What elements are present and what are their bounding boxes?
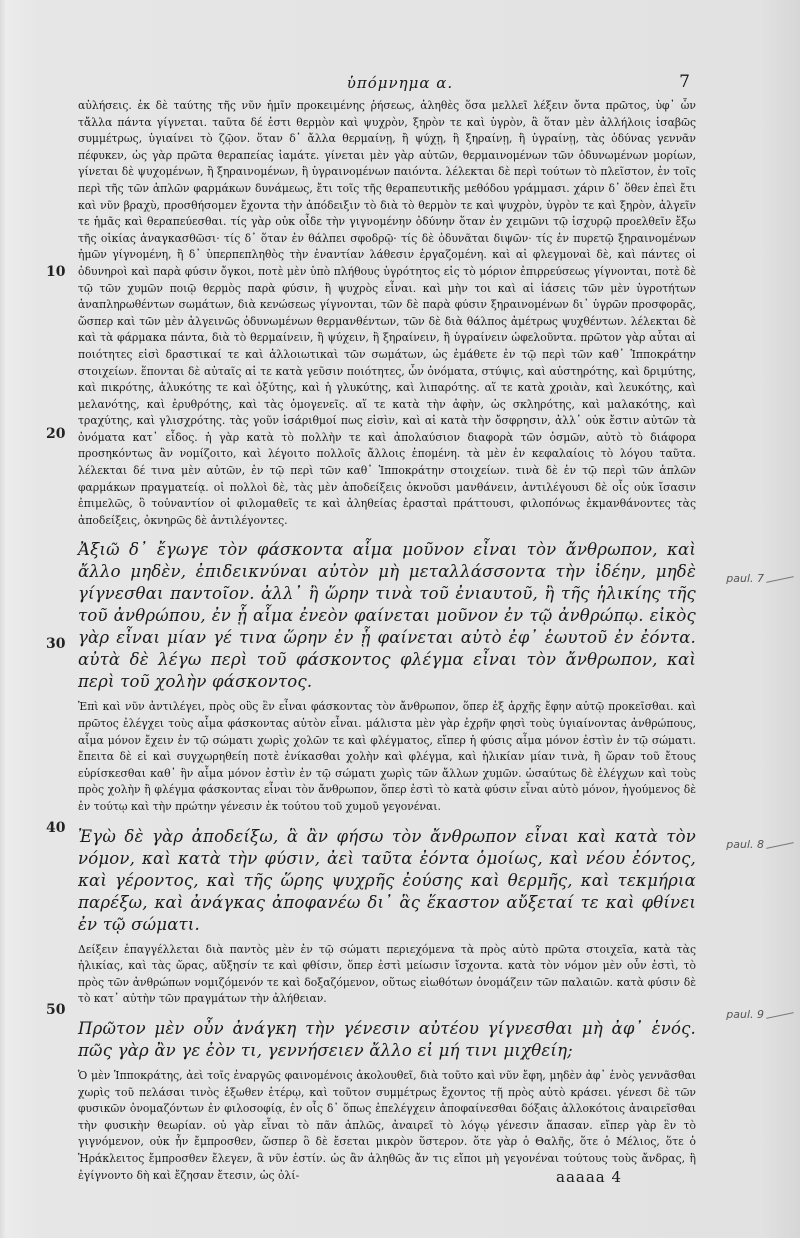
margin-note: paul. 7 <box>726 572 764 585</box>
commentary-paragraph: Ἐπὶ καὶ νῦν ἀντιλέγει, πρὸς οὓς ἓν εἶναι φάσκοντας τὸν ἄνθρωπον, ὅπερ ἐξ ἀρχῆς ἔφην αὐτῷ προκεῖσθαι. καὶ πρῶτος ἐλέγχει τοὺς αἷμα φάσκοντας αὐτὸν εἶναι. μάλιστα μὲν γὰρ ἐχρῆν φησὶ τοὺς ὑγιαίνοντας ἀνθρώπους, αἷμα μόνον ἔχειν ἐν τῷ σώματι χωρὶς χολῶν τε καὶ φλέγματος, εἴπερ ἡ φύσις αἷμα μόνον ἐστὶν ἐν τῷ σώματι. ἔπειτα δὲ εἰ καὶ συγχωρηθείη ποτὲ ἐνίκασθαι χολὴν καὶ φλέγμα, καὶ ἡλικίαν μίαν τινὰ, ἢ ὥραν τοῦ ἔτους εὑρίσκεσθαι καθ᾽ ἣν αἷμα μόνον ἐστὶν ἐν τῷ σώματι χωρὶς τῶν ἄλλων χυμῶν. ὡσαύτως δὲ ἐλέγχων καὶ τοὺς πρὸς χολὴν ἢ φλέγμα φάσκοντας εἶναι τὸν ἄνθρωπον, ὅπερ ἐστὶ τὸ κατὰ φύσιν εἶναι αὐτὸ μόνον, ἡγούμενος δὲ ἐν τούτῳ καὶ τὴν πρώτην γένεσιν ἐκ τούτου τοῦ χυμοῦ γεγονέναι. <box>78 700 696 813</box>
margin-note: paul. 9 <box>726 1008 764 1021</box>
margin-note: paul. 8 <box>726 838 764 851</box>
hippocrates-text: Πρῶτον μὲν οὖν ἀνάγκη τὴν γένεσιν αὐτέου γίγνεσθαι μὴ ἀφ᾽ ἑνός. πῶς γὰρ ἂν γε ἐὸν τι, γεννήσειεν ἄλλο εἰ μή τινι μιχθείη; <box>78 1018 696 1060</box>
page-header <box>0 74 800 98</box>
hippocrates-text: Ἐγὼ δὲ γὰρ ἀποδείξω, ἃ ἂν φήσω τὸν ἄνθρωπον εἶναι καὶ κατὰ τὸν νόμον, καὶ κατὰ τὴν φύσιν, ἀεὶ ταῦτα ἐόντα ὁμοίως, καὶ νέου ἐόντος, καὶ γέροντος, καὶ τῆς ὥρης ψυχρῆς ἐούσης καὶ θερμῆς, καὶ τεκμήρια παρέξω, καὶ ἀνάγκας ἀποφανέω δι᾽ ἃς ἕκαστον αὔξεταί τε καὶ φθίνει ἐν τῷ σώματι. <box>78 826 696 934</box>
margin-notes <box>690 0 800 1238</box>
signature-mark: aaaaa 4 <box>556 1168 623 1186</box>
running-head: ὑπόμνημα α. <box>346 74 454 92</box>
commentary-paragraph: Δείξειν ἐπαγγέλλεται διὰ παντὸς μὲν ἐν τῷ σώματι περιεχόμενα τὰ πρὸς αὐτὸ πρῶτα στοιχεῖα, κατὰ τὰς ἡλικίας, καὶ τὰς ὥρας, αὔξησίν τε καὶ φθίσιν, ὅπερ ἐστὶ μείωσιν ἴσχοντα. κατὰ τὸν νόμον μὲν οὖν ἐστὶ, τὸ πρὸς τῶν ἀνθρώπων νομιζόμενόν τε καὶ δοξαζόμενον, οὕτως εἰωθότων ὀνομάζειν τῶν παλαιῶν. κατὰ φύσιν δὲ τὸ κατ᾽ αὐτὴν τῶν πραγμάτων τὴν ἀλήθειαν. <box>78 942 696 1006</box>
line-number: 50 <box>46 1002 66 1018</box>
line-number: 20 <box>46 426 66 442</box>
page-number: 7 <box>679 72 690 92</box>
line-number-column <box>0 0 70 1238</box>
line-number: 30 <box>46 636 66 652</box>
commentary-paragraph: αὐλήσεις. ἐκ δὲ ταύτης τῆς νῦν ἡμῖν προκειμένης ῥήσεως, ἀληθὲς ὅσα μελλεῖ λέξειν ὄντα πρῶτος, ὑφ᾽ ὧν τἄλλα πάντα γίγνεται. ταῦτα δέ ἐστι θερμὸν καὶ ψυχρὸν, ξηρὸν τε καὶ ὑγρὸν, ἃ ὅταν μὲν ἀλλήλοις ἰσαβῶς συμμέτρως, ὑγιαίνει τὸ ζῷον. ὅταν δ᾽ ἄλλα θερμαίνῃ, ἢ ψύχῃ, ἢ ξηραίνῃ, ἢ ὑγραίνῃ, τὰς ὀδύνας γεννᾶν πέφυκεν, ὡς γὰρ πρῶτα θεραπείας ἰαμάτε. γίνεται μὲν γὰρ αὐτῶν, θερμαινομένων τῶν ὀδυνωμένων μορίων, γίνεται δὲ ψυχομένων, ἢ ξηραινομένων, ἢ ὑγραινομένων παιόντα. λέλεκται δὲ περὶ τούτων τὸ πλεῖστον, ἐν τοῖς περὶ τῆς τῶν ἁπλῶν φαρμάκων δυνάμεως, ἔτι τοῖς τῆς θεραπευτικῆς μεθόδου γράμμασι. χάριν δ᾽ ὅθεν ἐπεὶ ἔτι καὶ νῦν βραχὺ, προσθήσομεν ἔχοντα τὴν ἀπόδειξιν τὸ διὰ τὸ θερμὸν τε καὶ ψυχρὸν, ὑγρὸν τε καὶ ξηρὸν, ἀλγεῖν τε ἡμᾶς καὶ θεραπεύεσθαι. τίς γὰρ οὐκ οἶδε τὴν γιγνομένην ὀδύνην ὅταν ἐν χειμῶνι τῷ ἰσχυρῷ προελθεῖν ἔξω τῆς οἰκίας ἀναγκασθῶσι· τίς δ᾽ ὅταν ἐν θάλπει σφοδρῷ· τίς δὲ ὀδυνᾶται διψῶν· τίς ἐν πυρετῷ ξηραινομένων ἡμῶν γίγνομένη, ἢ δ᾽ ὑπερπεπληθὸς τὴν ἐναντίαν λάθεσιν ἐργαζομένη. καὶ αἱ φλεγμοναὶ δὲ, καὶ πάντες οἱ ὀδυνηροὶ καὶ παρὰ φύσιν ὄγκοι, ποτὲ μὲν ὑπὸ πλήθους ὑγρότητος εἰς τὸ μόριον ἐπιρρεύσεως γίγνονται, ποτὲ δὲ τῷ τῶν χυμῶν ποιῷ θερμὸς παρὰ φύσιν, ἢ ψυχρὸς εἶναι. καὶ μὴν τοι καὶ αἱ ἰάσεις τῶν μὲν ὑγροτήτων ἀναπληρωθέντων σωμάτων, διὰ κενώσεως γίγνονται, τῶν δὲ παρὰ φύσιν ξηραινομένων δι᾽ ὑγρῶν προσφορᾶς, ὥσπερ καὶ τῶν μὲν ἀλγεινῶς ὀδυνωμένων θερμανθέντων, τῶν δὲ διὰ θάλπος ἀμέτρως ψυχθέντων. λέλεκται δὲ καὶ τὰ φάρμακα πάντα, διὰ τὸ θερμαίνειν, ἢ ψύχειν, ἢ ξηραίνειν, ἢ ὑγραίνειν ὠφελοῦντα. πρῶτον γὰρ αὗται αἱ ποιότητες εἰσὶ δραστικαί τε καὶ ἀλλοιωτικαὶ τῶν σωμάτων, ὡς ἐμάθετε ἐν τῷ περὶ τῶν καθ᾽ Ἱπποκράτην στοιχείων. ἕπονται δὲ αὐταῖς αἱ τε κατὰ γεῦσιν ποιότητες, ὧν ὀνόματα, στύψις, καὶ αὐστηρότης, καὶ δριμύτης, καὶ πικρότης, ἁλυκότης τε καὶ ὀξύτης, καὶ ἡ γλυκύτης, καὶ λιπαρότης. αἵ τε κατὰ χροιὰν, καὶ λευκότης, καὶ μελανότης, καὶ ἐρυθρότης, καὶ τὰς ὁμογενεῖς. αἵ τε κατὰ τὴν ἀφὴν, ὡς σκληρότης, καὶ μαλακότης, καὶ τραχύτης, καὶ γλισχρότης. τὰς γοῦν ἰσάριθμοί πως εἰσὶν, καὶ αἱ κατὰ τὴν ὄσφρησιν, ἀλλ᾽ οὐκ ἔστιν αὐτῶν τὰ ὀνόματα κατ᾽ εἶδος. ἡ γὰρ κατὰ τὸ πολλὴν τε καὶ ἀπολαύσιον διαφορὰ τῶν ὀσμῶν, αὐτὸ τὸ διάφορα προσηκόντως ἂν νομίζοιτο, καὶ λέγοιτο πολλοῖς ἄλλοις ἑπομένη. τὰ μὲν ἐν κεφαλαίοις τὸ λόγου ταῦτα. λέλεκται δέ τινα μὲν αὐτῶν, ἐν τῷ περὶ τῶν καθ᾽ Ἱπποκράτην στοιχείων. τινὰ δὲ ἐν τῷ περὶ τῶν ἁπλῶν φαρμάκων πραγματείᾳ. οἱ πολλοὶ δὲ, τὰς μὲν ἀποδείξεις ὀκνοῦσι μανθάνειν, ἀντιλέγουσι δὲ οἷς οὐκ ἴσασιν ἐπιμελῶς, ὃ τοὐναντίον οἱ φιλομαθεῖς τε καὶ ἀληθείας ἐρασταὶ πράττουσι, φιλοπόνως ἐκμανθάνοντες τὰς ἀποδείξεις, ὀκνηρῶς δὲ ἀντιλέγοντες. <box>78 99 696 527</box>
main-text <box>78 98 696 1190</box>
commentary-paragraph: Ὁ μὲν Ἱπποκράτης, ἀεὶ τοῖς ἐναργῶς φαινομένοις ἀκολουθεῖ, διὰ τοῦτο καὶ νῦν ἔφη, μηδὲν ἀφ᾽ ἑνὸς γεννᾶσθαι χωρὶς τοῦ πελάσαι τινὸς ἑξωθεν ἑτέρῳ, καὶ τοῦτον συμμέτρως ἔχοντος τῇ πρὸς αὐτὸ κράσει. γένεσι δὲ τῶν φυσικῶν ὀνομαζόντων ἐν φιλοσοφίᾳ, ἐν οἷς δ᾽ ὅπως ἐπελέγχειν ἀποφαίνεσθαι δόξαις ἀλλοκότοις ἀναιρεῖσθαι τὴν φυσικὴν θεωρίαν. οὐ γὰρ εἶναι τὸ πᾶν ἁπλῶς, ἀναιρεῖ τὸ λόγῳ γένεσιν ἅπασαν. εἴπερ γὰρ ἓν τὸ γιγνόμενον, οὐκ ἦν ἔμπροσθεν, ὥσπερ ὃ δὲ ἔσεται μικρὸν ὕστερον. ὅτε γὰρ ὁ Θαλῆς, ὅτε ὁ Μέλιος, ὅτε ὁ Ἡράκλειτος ἔμπροσθεν ἔλεγεν, ἃ νῦν ἐστίν. ὡς ἂν ἀληθῶς ἄν τις εἴποι μὴ γεγονέναι τούτους τοὺς ἄνδρας, ἢ ἐγίγνοντο δὴ καὶ ἔζησαν ἔτεσιν, ὡς ὀλί- <box>78 1068 696 1182</box>
hippocrates-text: Ἀξιῶ δ᾽ ἔγωγε τὸν φάσκοντα αἷμα μοῦνον εἶναι τὸν ἄνθρωπον, καὶ ἄλλο μηδὲν, ἐπιδεικνύναι αὐτὸν μὴ μεταλλάσσοντα τὴν ἰδέην, μηδὲ γίγνεσθαι παντοῖον. ἀλλ᾽ ἢ ὥρην τινὰ τοῦ ἐνιαυτοῦ, ἢ τῆς ἡλικίης τῆς τοῦ ἀνθρώπου, ἐν ᾗ αἷμα ἐνεὸν φαίνεται μοῦνον ἐν τῷ ἀνθρώπῳ. εἰκὸς γὰρ εἶναι μίαν γέ τινα ὥρην ἐν ᾗ φαίνεται αὐτὸ ἐφ᾽ ἑωυτοῦ ἐν ἐόντα. αὐτὰ δὲ λέγω περὶ τοῦ φάσκοντος φλέγμα εἶναι τὸν ἄνθρωπον, καὶ περὶ τοῦ χολὴν φάσκοντος. <box>78 540 696 692</box>
line-number: 10 <box>46 264 66 280</box>
line-number: 40 <box>46 820 66 836</box>
